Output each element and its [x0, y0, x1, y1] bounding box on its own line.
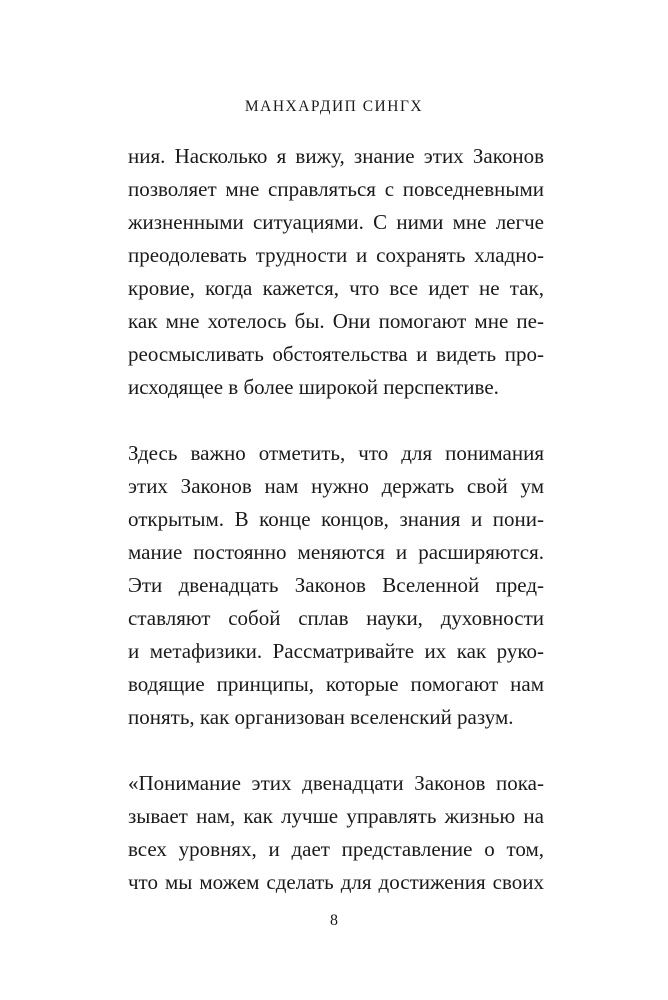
text-line: жизненными ситуациями. С ними мне легче	[128, 210, 544, 234]
text-line: Эти двенадцать Законов Вселенной пред-	[128, 573, 544, 597]
text-line: водящие принципы, которые помогают нам	[128, 672, 544, 696]
text-line: Здесь важно отметить, что для понимания	[128, 441, 544, 465]
text-line: всех уровнях, и дает представление о том,	[128, 837, 544, 861]
text-line: «Понимание этих двенадцати Законов пока-	[128, 771, 544, 795]
text-line: реосмысливать обстоятельства и видеть про-	[128, 342, 544, 366]
text-line: мание постоянно меняются и расширяются.	[128, 540, 544, 564]
text-line: позволяет мне справляться с повседневными	[128, 177, 544, 201]
text-line: ставляют собой сплав науки, духовности	[128, 606, 544, 630]
paragraph-2	[128, 437, 544, 734]
paragraph-1	[128, 140, 544, 404]
page-number: 8	[330, 912, 338, 929]
text-line: зывает нам, как лучше управлять жизнью на	[128, 804, 544, 828]
text-line: что мы можем сделать для достижения своих	[128, 870, 544, 894]
body-text	[128, 140, 544, 932]
text-line: этих Законов нам нужно держать свой ум	[128, 474, 544, 498]
text-line: и метафизики. Рассматривайте их как руко-	[128, 639, 544, 663]
text-line: ния. Насколько я вижу, знание этих Законов	[128, 144, 544, 168]
text-line: понять, как организован вселенский разум.	[128, 705, 514, 729]
text-line: преодолевать трудности и сохранять хладно-	[128, 243, 544, 267]
text-line: кровие, когда кажется, что все идет не так,	[128, 276, 544, 300]
text-line: как мне хотелось бы. Они помогают мне пе-	[128, 309, 544, 333]
text-line: открытым. В конце концов, знания и пони-	[128, 507, 544, 531]
text-line: исходящее в более широкой перспективе.	[128, 375, 499, 399]
paragraph-3	[128, 767, 544, 899]
running-head: МАНХАРДИП СИНГХ	[244, 98, 424, 115]
